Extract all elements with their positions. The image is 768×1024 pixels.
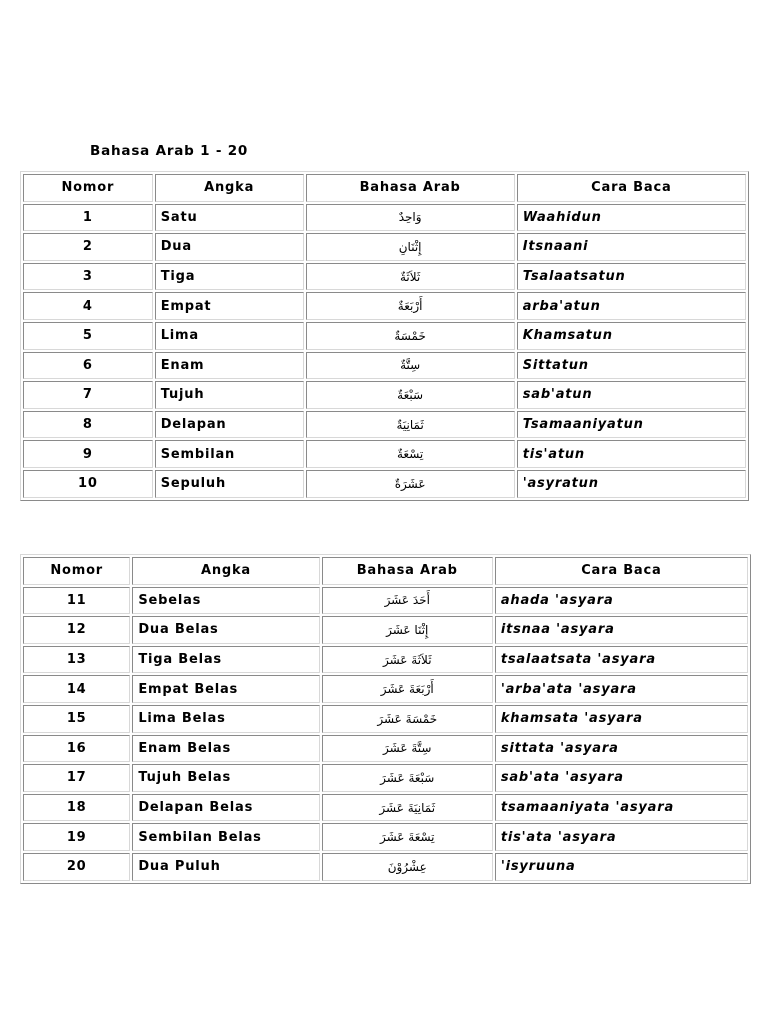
cell-nomor: 7 (23, 381, 153, 409)
cell-cara-baca: ahada 'asyara (495, 587, 748, 615)
cell-nomor: 20 (23, 853, 130, 881)
cell-cara-baca: itsnaa 'asyara (495, 616, 748, 644)
cell-nomor: 1 (23, 204, 153, 232)
header-cara-baca: Cara Baca (517, 174, 746, 202)
cell-angka: Sembilan (155, 440, 304, 468)
cell-cara-baca: Tsamaaniyatun (517, 411, 746, 439)
cell-bahasa-arab: خَمْسَةٌ (306, 322, 515, 350)
table-row (23, 352, 746, 380)
cell-bahasa-arab: تِسْعَةَ عَشَرَ (322, 823, 493, 851)
cell-nomor: 11 (23, 587, 130, 615)
cell-nomor: 2 (23, 233, 153, 261)
cell-bahasa-arab: وَاحِدٌ (306, 204, 515, 232)
cell-cara-baca: khamsata 'asyara (495, 705, 748, 733)
table-header-row (23, 557, 748, 585)
header-nomor: Nomor (23, 557, 130, 585)
table-row (23, 675, 748, 703)
cell-angka: Satu (155, 204, 304, 232)
cell-angka: Sembilan Belas (132, 823, 319, 851)
cell-cara-baca: tsamaaniyata 'asyara (495, 794, 748, 822)
cell-cara-baca: sab'ata 'asyara (495, 764, 748, 792)
cell-angka: Dua Belas (132, 616, 319, 644)
table-body (23, 587, 748, 881)
cell-nomor: 4 (23, 292, 153, 320)
table-row (23, 381, 746, 409)
table-row (23, 322, 746, 350)
numbers-table-1-10 (20, 171, 749, 501)
cell-bahasa-arab: ثَمَانِيَةٌ (306, 411, 515, 439)
cell-angka: Dua (155, 233, 304, 261)
cell-cara-baca: tis'ata 'asyara (495, 823, 748, 851)
cell-nomor: 8 (23, 411, 153, 439)
cell-cara-baca: 'isyruuna (495, 853, 748, 881)
table-row (23, 440, 746, 468)
header-bahasa-arab: Bahasa Arab (322, 557, 493, 585)
cell-angka: Dua Puluh (132, 853, 319, 881)
table-row (23, 292, 746, 320)
cell-nomor: 3 (23, 263, 153, 291)
cell-nomor: 10 (23, 470, 153, 498)
header-angka: Angka (132, 557, 319, 585)
cell-angka: Lima Belas (132, 705, 319, 733)
cell-bahasa-arab: أَحَدَ عَشَرَ (322, 587, 493, 615)
cell-nomor: 9 (23, 440, 153, 468)
cell-bahasa-arab: عَشَرَةٌ (306, 470, 515, 498)
cell-cara-baca: Tsalaatsatun (517, 263, 746, 291)
table-header-row (23, 174, 746, 202)
cell-bahasa-arab: سِتَّةَ عَشَرَ (322, 735, 493, 763)
cell-angka: Tiga (155, 263, 304, 291)
cell-cara-baca: sab'atun (517, 381, 746, 409)
header-nomor: Nomor (23, 174, 153, 202)
cell-nomor: 13 (23, 646, 130, 674)
table-row (23, 823, 748, 851)
page-title: Bahasa Arab 1 - 20 (90, 143, 249, 159)
cell-bahasa-arab: أَرْبَعَةَ عَشَرَ (322, 675, 493, 703)
cell-bahasa-arab: سَبْعَةٌ (306, 381, 515, 409)
table-body (23, 204, 746, 498)
header-bahasa-arab: Bahasa Arab (306, 174, 515, 202)
cell-nomor: 16 (23, 735, 130, 763)
cell-bahasa-arab: خَمْسَةَ عَشَرَ (322, 705, 493, 733)
cell-nomor: 12 (23, 616, 130, 644)
table-row (23, 646, 748, 674)
cell-bahasa-arab: عِشْرُوْنَ (322, 853, 493, 881)
cell-angka: Tujuh Belas (132, 764, 319, 792)
cell-nomor: 5 (23, 322, 153, 350)
cell-angka: Empat (155, 292, 304, 320)
table-row (23, 263, 746, 291)
cell-cara-baca: Khamsatun (517, 322, 746, 350)
cell-bahasa-arab: إِثْنَا عَشَرَ (322, 616, 493, 644)
cell-nomor: 19 (23, 823, 130, 851)
cell-cara-baca: tis'atun (517, 440, 746, 468)
cell-angka: Delapan (155, 411, 304, 439)
cell-cara-baca: Waahidun (517, 204, 746, 232)
cell-angka: Delapan Belas (132, 794, 319, 822)
table-row (23, 411, 746, 439)
table-row (23, 204, 746, 232)
cell-cara-baca: arba'atun (517, 292, 746, 320)
cell-cara-baca: Sittatun (517, 352, 746, 380)
table-row (23, 587, 748, 615)
cell-cara-baca: tsalaatsata 'asyara (495, 646, 748, 674)
cell-angka: Tujuh (155, 381, 304, 409)
cell-bahasa-arab: سِتَّةٌ (306, 352, 515, 380)
cell-bahasa-arab: ثَلاَثَةٌ (306, 263, 515, 291)
cell-cara-baca: sittata 'asyara (495, 735, 748, 763)
cell-cara-baca: 'arba'ata 'asyara (495, 675, 748, 703)
cell-nomor: 17 (23, 764, 130, 792)
cell-bahasa-arab: سَبْعَةَ عَشَرَ (322, 764, 493, 792)
table-row (23, 705, 748, 733)
cell-bahasa-arab: ثَلاَثَةَ عَشَرَ (322, 646, 493, 674)
table-row (23, 735, 748, 763)
cell-bahasa-arab: أَرْبَعَةٌ (306, 292, 515, 320)
cell-angka: Lima (155, 322, 304, 350)
cell-bahasa-arab: ثَمَانِيَةَ عَشَرَ (322, 794, 493, 822)
cell-angka: Tiga Belas (132, 646, 319, 674)
cell-angka: Sepuluh (155, 470, 304, 498)
cell-cara-baca: Itsnaani (517, 233, 746, 261)
cell-nomor: 6 (23, 352, 153, 380)
cell-nomor: 15 (23, 705, 130, 733)
table-row (23, 764, 748, 792)
numbers-table-11-20 (20, 554, 751, 884)
cell-bahasa-arab: إِثْنَانِ (306, 233, 515, 261)
cell-nomor: 18 (23, 794, 130, 822)
cell-bahasa-arab: تِسْعَةٌ (306, 440, 515, 468)
table-row (23, 616, 748, 644)
cell-angka: Enam (155, 352, 304, 380)
table-row (23, 853, 748, 881)
header-angka: Angka (155, 174, 304, 202)
table-row (23, 233, 746, 261)
cell-angka: Sebelas (132, 587, 319, 615)
cell-angka: Enam Belas (132, 735, 319, 763)
header-cara-baca: Cara Baca (495, 557, 748, 585)
cell-cara-baca: 'asyratun (517, 470, 746, 498)
cell-nomor: 14 (23, 675, 130, 703)
cell-angka: Empat Belas (132, 675, 319, 703)
table-row (23, 470, 746, 498)
table-row (23, 794, 748, 822)
